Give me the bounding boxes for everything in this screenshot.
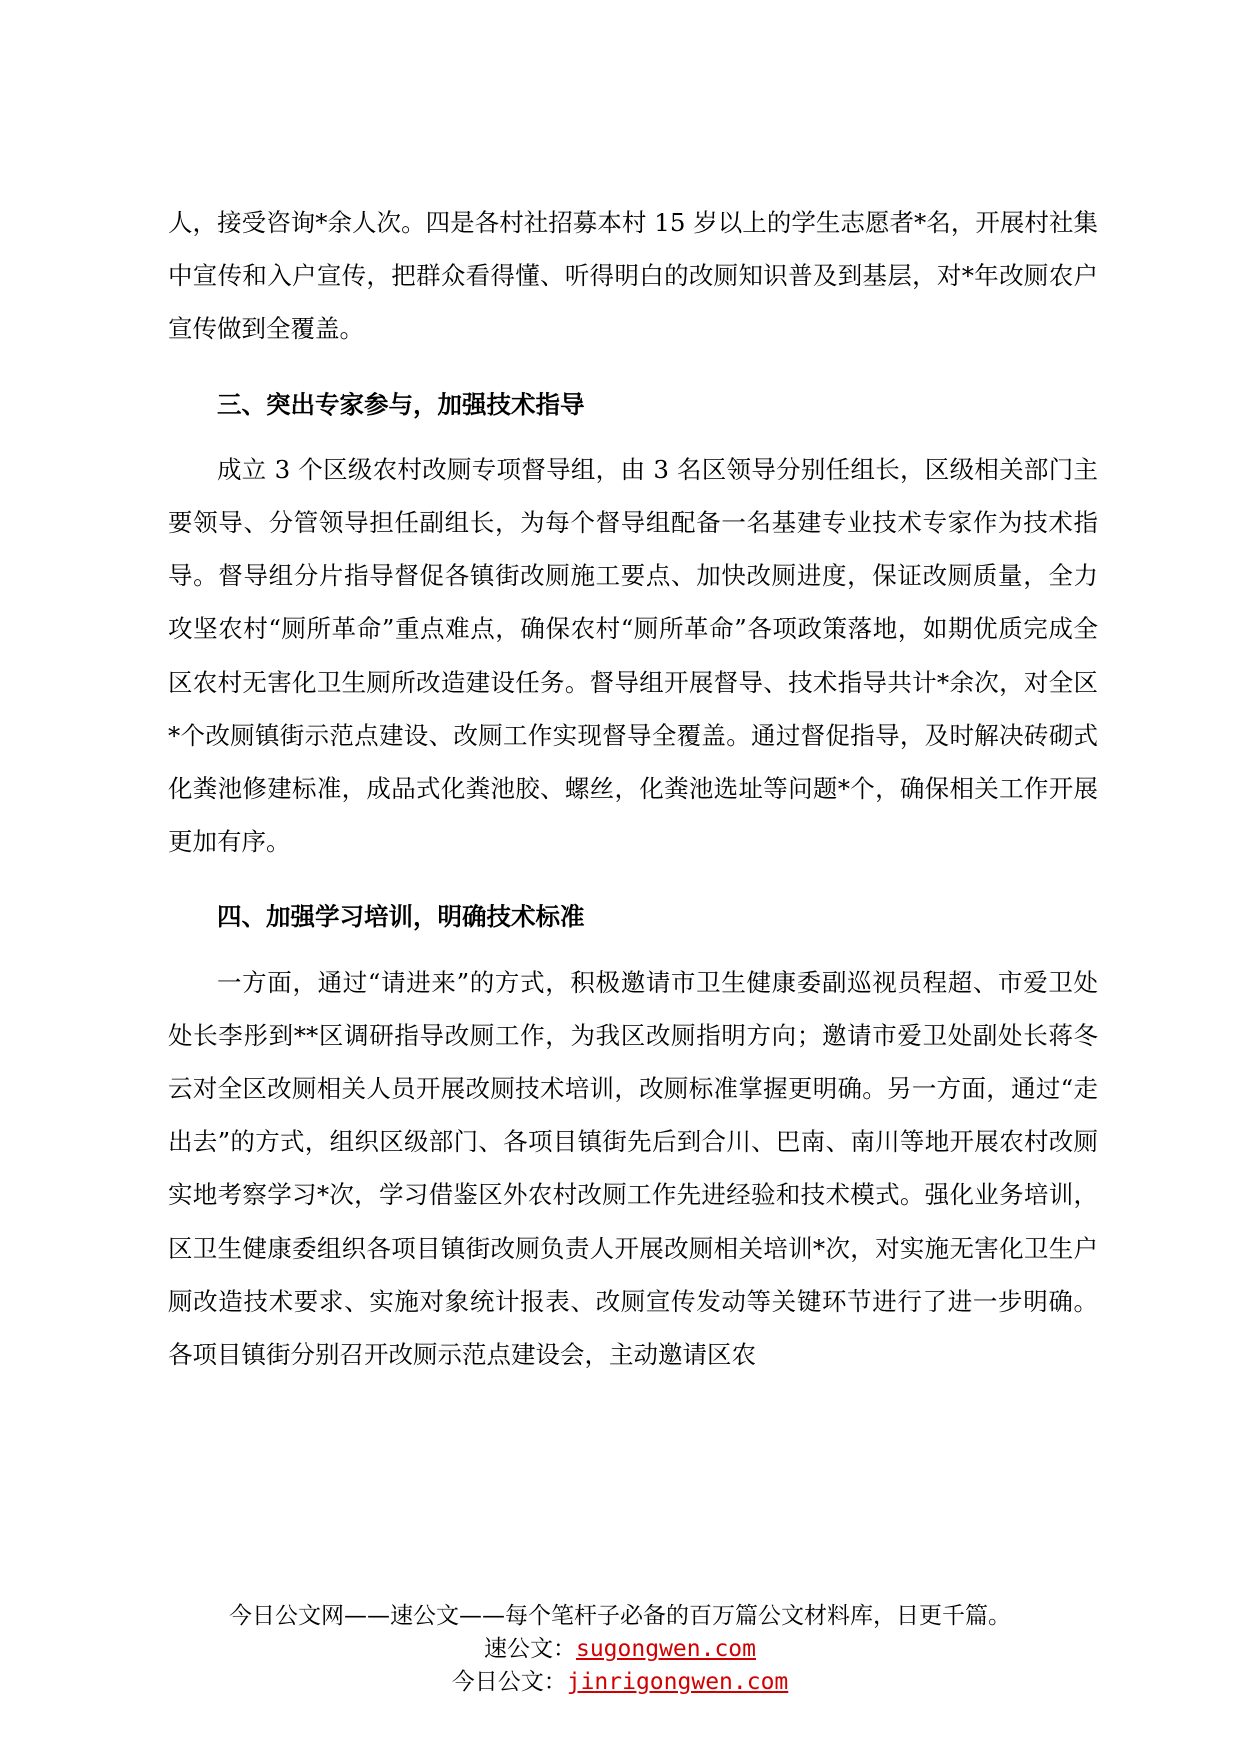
sugongwen-link[interactable]: sugongwen.com xyxy=(575,1636,756,1662)
paragraph-section-4: 一方面，通过“请进来”的方式，积极邀请市卫生健康委副巡视员程超、市爱卫处处长李彤到**区调研指导改厕工作，为我区改厕指明方向；邀请市爱卫处副处长蒋冬云对全区改厕相关人员开展改厕技术培训，改厕标准掌握更明确。另一方面，通过“走出去”的方式，组织区级部门、各项目镇街先后到合川、巴南、南川等地开展农村改厕实地考察学习*次，学习借鉴区外农村改厕工作先进经验和技术模式。强化业务培训，区卫生健康委组织各项目镇街改厕负责人开展改厕相关培训*次，对实施无害化卫生户厕改造技术要求、实施对象统计报表、改厕宣传发动等关键环节进行了进一步明确。各项目镇街分别召开改厕示范点建设会，主动邀请区农 xyxy=(168,967,1098,1370)
jinrigongwen-link[interactable]: jinrigongwen.com xyxy=(566,1669,789,1695)
footer-line-1 xyxy=(0,1633,1240,1666)
footer-label-2: 今日公文： xyxy=(451,1669,567,1695)
footer-slogan: 今日公文网——速公文——每个笔杆子必备的百万篇公文材料库，日更千篇。 xyxy=(229,1603,1011,1629)
section-heading-4: 四、加强学习培训，明确技术标准 xyxy=(217,902,585,932)
document-body xyxy=(168,196,1098,1381)
footer-label-1: 速公文： xyxy=(483,1636,576,1662)
section-heading-3: 三、突出专家参与，加强技术指导 xyxy=(217,389,585,419)
footer xyxy=(0,1600,1240,1699)
footer-line-2 xyxy=(0,1666,1240,1699)
paragraph-continued: 人，接受咨询*余人次。四是各村社招募本村 15 岁以上的学生志愿者*名，开展村社集中宣传和入户宣传，把群众看得懂、听得明白的改厕知识普及到基层，对*年改厕农户宣传做到全覆盖。 xyxy=(168,208,1098,344)
paragraph-section-3: 成立 3 个区级农村改厕专项督导组，由 3 名区领导分别任组长，区级相关部门主要领导、分管领导担任副组长，为每个督导组配备一名基建专业技术专家作为技术指导。督导组分片指导督促各镇街改厕施工要点、加快改厕进度，保证改厕质量，全力攻坚农村“厕所革命”重点难点，确保农村“厕所革命”各项政策落地，如期优质完成全区农村无害化卫生厕所改造建设任务。督导组开展督导、技术指导共计*余次，对全区*个改厕镇街示范点建设、改厕工作实现督导全覆盖。通过督促指导，及时解决砖砌式化粪池修建标准，成品式化粪池胶、螺丝，化粪池选址等问题*个，确保相关工作开展更加有序。 xyxy=(168,454,1098,857)
